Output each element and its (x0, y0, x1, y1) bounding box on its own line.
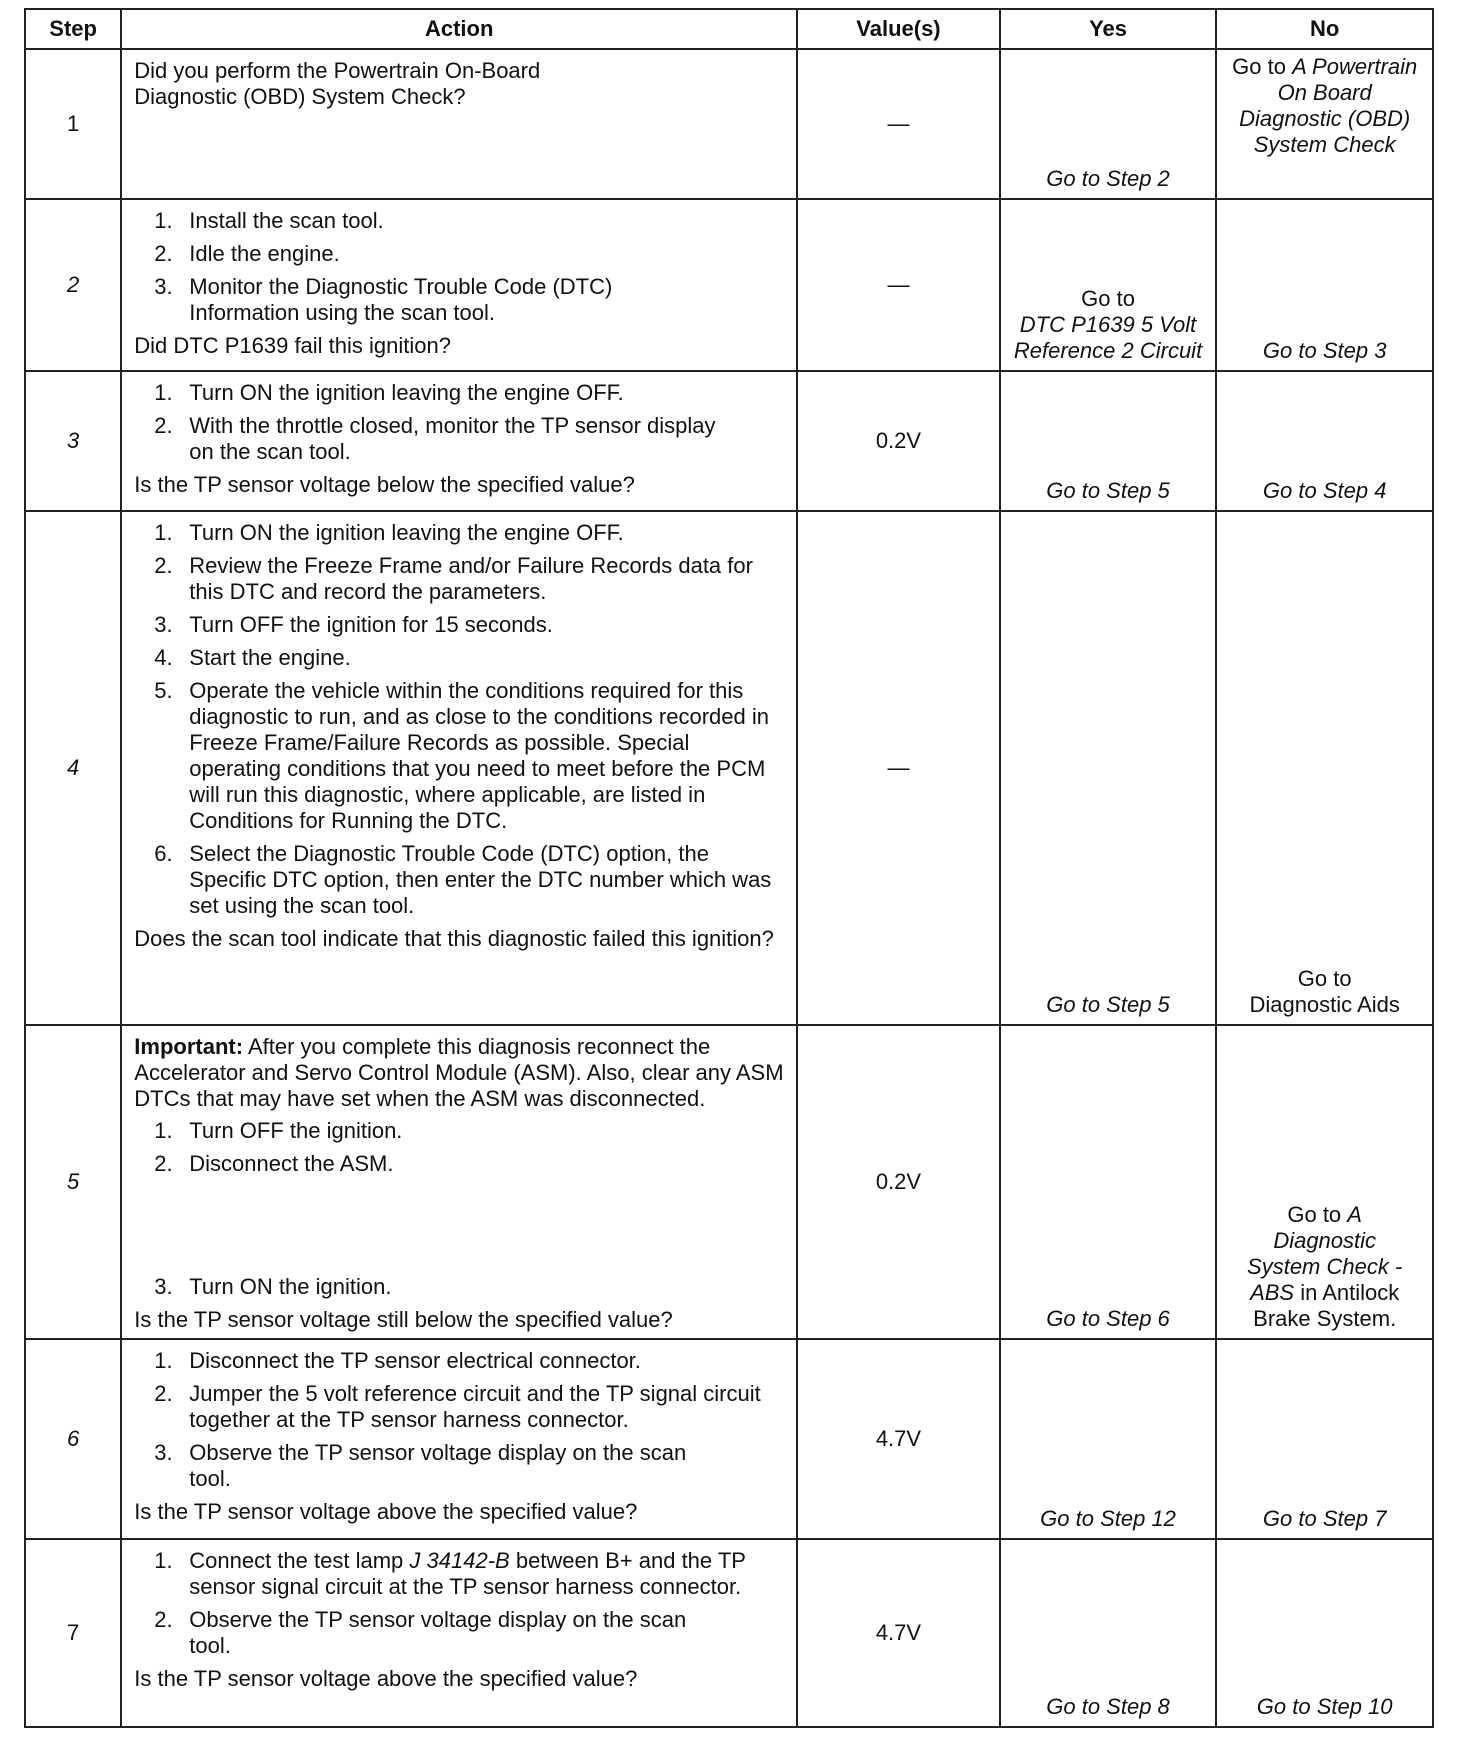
no-link[interactable]: A Diagnostic System Check - ABS (1247, 1202, 1403, 1305)
action-cell (121, 1539, 797, 1727)
action-list (134, 380, 786, 465)
step-question: Is the TP sensor voltage below the specified value? (134, 472, 635, 497)
table-row (25, 1025, 1433, 1339)
action-cell (121, 1025, 797, 1339)
no-cell (1216, 199, 1433, 371)
no-cell (1216, 1539, 1433, 1727)
step-question: Is the TP sensor voltage still below the specified value? (134, 1307, 673, 1332)
table-row (25, 511, 1433, 1025)
no-suffix: in Antilock Brake System. (1253, 1280, 1400, 1331)
action-item: 2. Observe the TP sensor voltage display on the scan tool. (154, 1607, 687, 1658)
action-item: 1. Turn OFF the ignition. (154, 1118, 403, 1143)
value-cell: 0.2V (797, 371, 1000, 511)
table-row (25, 371, 1433, 511)
header-no: No (1216, 9, 1433, 49)
important-text: After you complete this diagnosis reconnect the Accelerator and Servo Control Module (ASM). Also, clear any ASM DTCs that may have set when the ASM was disconnected. (134, 1034, 784, 1111)
diagnostic-table (24, 8, 1434, 1728)
action-cell (121, 1339, 797, 1539)
header-yes: Yes (1000, 9, 1217, 49)
yes-link[interactable]: Go to Step 6 (1046, 1306, 1170, 1331)
action-item: 1. Connect the test lamp J 34142-B between B+ and the TP sensor signal circuit at the TP sensor harness connector. (154, 1548, 746, 1599)
action-item: 2. Disconnect the ASM. (154, 1151, 394, 1176)
no-link[interactable]: Diagnostic Aids (1249, 992, 1400, 1017)
table-row (25, 1339, 1433, 1539)
action-item: 1. Turn ON the ignition leaving the engine OFF. (154, 380, 624, 405)
action-item: 3. Observe the TP sensor voltage display on the scan tool. (154, 1440, 687, 1491)
action-item: 2. Jumper the 5 volt reference circuit and the TP signal circuit together at the TP sensor harness connector. (154, 1381, 761, 1432)
step-question: Is the TP sensor voltage above the specified value? (134, 1666, 638, 1691)
yes-cell (1000, 1539, 1217, 1727)
important-label: Important: (134, 1034, 244, 1059)
yes-cell (1000, 1025, 1217, 1339)
step-number: 5 (25, 1025, 121, 1339)
yes-link[interactable]: DTC P1639 5 Volt Reference 2 Circuit (1013, 312, 1203, 363)
header-action: Action (121, 9, 797, 49)
step-question: Did DTC P1639 fail this ignition? (134, 333, 451, 358)
action-list (134, 208, 786, 326)
value-cell: 4.7V (797, 1339, 1000, 1539)
step-question: Does the scan tool indicate that this diagnostic failed this ignition? (134, 926, 774, 951)
no-cell (1216, 511, 1433, 1025)
step-number: 3 (25, 371, 121, 511)
step-number: 1 (25, 49, 121, 199)
value-cell: — (797, 49, 1000, 199)
value-cell: — (797, 511, 1000, 1025)
yes-cell (1000, 1339, 1217, 1539)
yes-cell (1000, 511, 1217, 1025)
action-item: 5. Operate the vehicle within the conditions required for this diagnostic to run, and as close to the conditions recorded in Freeze Frame/Failure Records as possible. Special operating conditions that you need to meet before the PCM will run this diagnostic, where applicable, are listed in Conditions for Running the DTC. (154, 678, 769, 833)
yes-link[interactable]: Go to Step 12 (1040, 1506, 1176, 1531)
yes-cell (1000, 49, 1217, 199)
no-cell (1216, 371, 1433, 511)
header-step: Step (25, 9, 121, 49)
action-item: 2. With the throttle closed, monitor the TP sensor display on the scan tool. (154, 413, 716, 464)
yes-cell (1000, 371, 1217, 511)
yes-link[interactable]: Go to Step 8 (1046, 1694, 1170, 1719)
step-number: 4 (25, 511, 121, 1025)
no-cell (1216, 49, 1433, 199)
action-list (134, 1348, 786, 1492)
action-item: 1. Install the scan tool. (154, 208, 384, 233)
yes-link[interactable]: Go to Step 5 (1046, 478, 1170, 503)
action-cell (121, 199, 797, 371)
table-row (25, 49, 1433, 199)
action-cell (121, 511, 797, 1025)
important-note (134, 1034, 786, 1112)
no-link[interactable]: Go to Step 3 (1262, 338, 1387, 363)
yes-link[interactable]: Go to Step 2 (1046, 166, 1170, 191)
action-item: 6. Select the Diagnostic Trouble Code (DTC) option, the Specific DTC option, then enter the DTC number which was set using the scan tool. (154, 841, 772, 918)
no-link[interactable]: Go to Step 7 (1262, 1506, 1387, 1531)
action-item: 3. Monitor the Diagnostic Trouble Code (DTC) Information using the scan tool. (154, 274, 613, 325)
table-row (25, 199, 1433, 371)
value-cell: — (797, 199, 1000, 371)
action-item: 3. Turn OFF the ignition for 15 seconds. (154, 612, 553, 637)
yes-prefix: Go to (1081, 286, 1135, 311)
action-list (134, 520, 786, 919)
action-item: 3. Turn ON the ignition. (154, 1274, 392, 1299)
no-cell (1216, 1025, 1433, 1339)
header-row (25, 9, 1433, 49)
table-row (25, 1539, 1433, 1727)
action-item: 1. Disconnect the TP sensor electrical connector. (154, 1348, 641, 1373)
no-prefix: Go to (1232, 54, 1286, 79)
step-number: 7 (25, 1539, 121, 1727)
step-number: 2 (25, 199, 121, 371)
tool-number: J 34142-B (409, 1548, 510, 1573)
action-cell (121, 49, 797, 199)
no-link[interactable]: Go to Step 4 (1262, 478, 1387, 503)
step-question: Did you perform the Powertrain On-Board Diagnostic (OBD) System Check? (134, 58, 541, 109)
action-item: 4. Start the engine. (154, 645, 351, 670)
yes-link[interactable]: Go to Step 5 (1046, 992, 1170, 1017)
no-prefix: Go to (1297, 966, 1352, 991)
yes-cell (1000, 199, 1217, 371)
step-question: Is the TP sensor voltage above the specified value? (134, 1499, 638, 1524)
no-link[interactable]: Go to Step 10 (1256, 1694, 1393, 1719)
step-number: 6 (25, 1339, 121, 1539)
value-cell: 4.7V (797, 1539, 1000, 1727)
header-values: Value(s) (797, 9, 1000, 49)
action-list (134, 1118, 786, 1300)
action-item: 2. Review the Freeze Frame and/or Failure Records data for this DTC and record the parameters. (154, 553, 753, 604)
action-item: 2. Idle the engine. (154, 241, 340, 266)
no-link[interactable]: A Powertrain On Board Diagnostic (OBD) System Check (1239, 54, 1418, 157)
action-cell (121, 371, 797, 511)
no-cell (1216, 1339, 1433, 1539)
action-list (134, 1548, 786, 1659)
value-cell: 0.2V (797, 1025, 1000, 1339)
action-item: 1. Turn ON the ignition leaving the engine OFF. (154, 520, 624, 545)
no-prefix: Go to (1287, 1202, 1342, 1227)
